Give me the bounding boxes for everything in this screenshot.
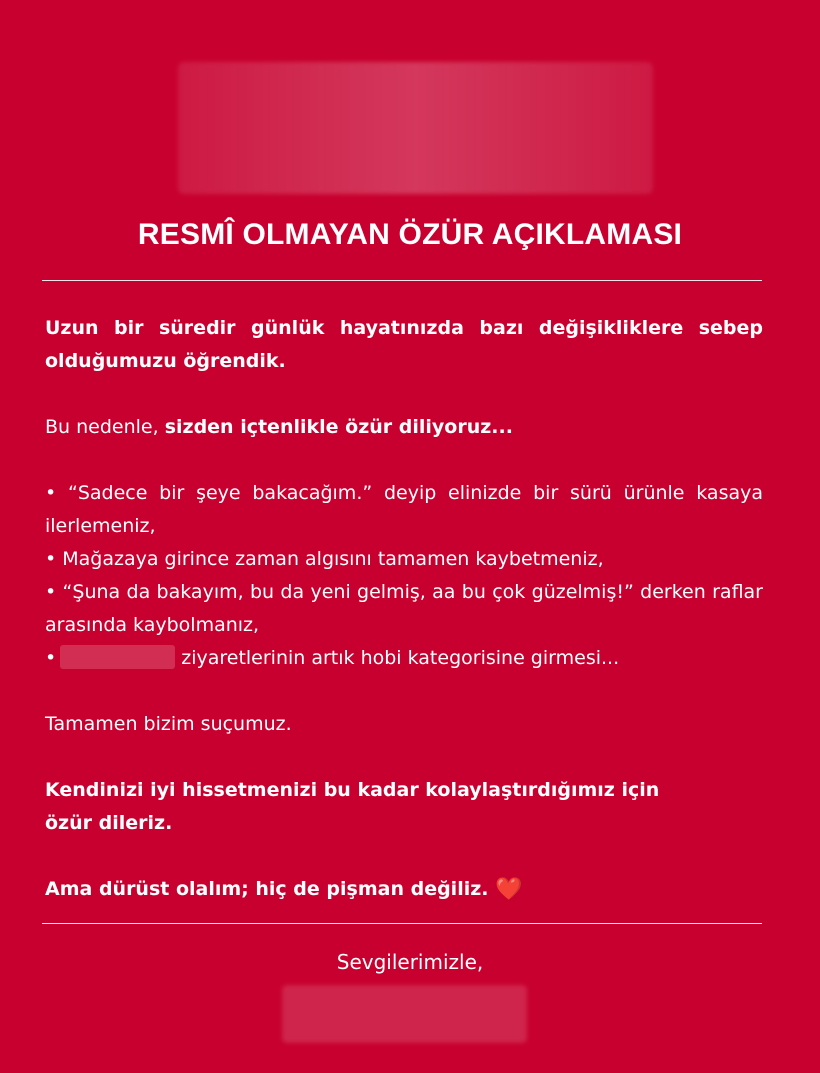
redacted-signature bbox=[282, 985, 527, 1043]
apology-prefix: Bu nedenle, bbox=[45, 416, 165, 438]
apology-line bbox=[45, 411, 763, 444]
redacted-brand bbox=[60, 645, 175, 669]
feel-good-line: Kendinizi iyi hissetmenizi bu kadar kolaylaştırdığımız için özür dileriz. bbox=[45, 779, 660, 834]
honest-line bbox=[45, 873, 763, 906]
intro-paragraph: Uzun bir süredir günlük hayatınızda bazı değişikliklere sebep olduğumuzu öğrendik. bbox=[45, 317, 763, 372]
list-item: • “Sadece bir şeye bakacağım.” deyip elinizde bir sürü ürünle kasaya ilerlemeniz, bbox=[45, 482, 763, 537]
list-item bbox=[45, 642, 763, 675]
list-item: • Mağazaya girince zaman algısını tamamen kaybetmeniz, bbox=[45, 548, 604, 570]
bottom-divider bbox=[42, 923, 762, 924]
apology-bold: sizden içtenlikle özür diliyoruz... bbox=[164, 416, 513, 438]
list-item: • “Şuna da bakayım, bu da yeni gelmiş, aa bu çok güzelmiş!” derken raflar arasında kaybolmanız, bbox=[45, 581, 763, 636]
page-title: RESMÎ OLMAYAN ÖZÜR AÇIKLAMASI bbox=[137, 218, 683, 251]
bullet-marker: • bbox=[45, 647, 57, 669]
letter-body bbox=[45, 312, 763, 906]
top-divider bbox=[42, 280, 762, 281]
honest-text: Ama dürüst olalım; hiç de pişman değiliz. bbox=[45, 878, 489, 900]
signoff: Sevgilerimizle, bbox=[336, 950, 484, 974]
fault-line: Tamamen bizim suçumuz. bbox=[45, 713, 292, 735]
list-item-text: ziyaretlerinin artık hobi kategorisine girmesi... bbox=[181, 647, 620, 669]
redacted-logo bbox=[178, 62, 653, 194]
heart-icon: ❤️ bbox=[495, 877, 523, 902]
